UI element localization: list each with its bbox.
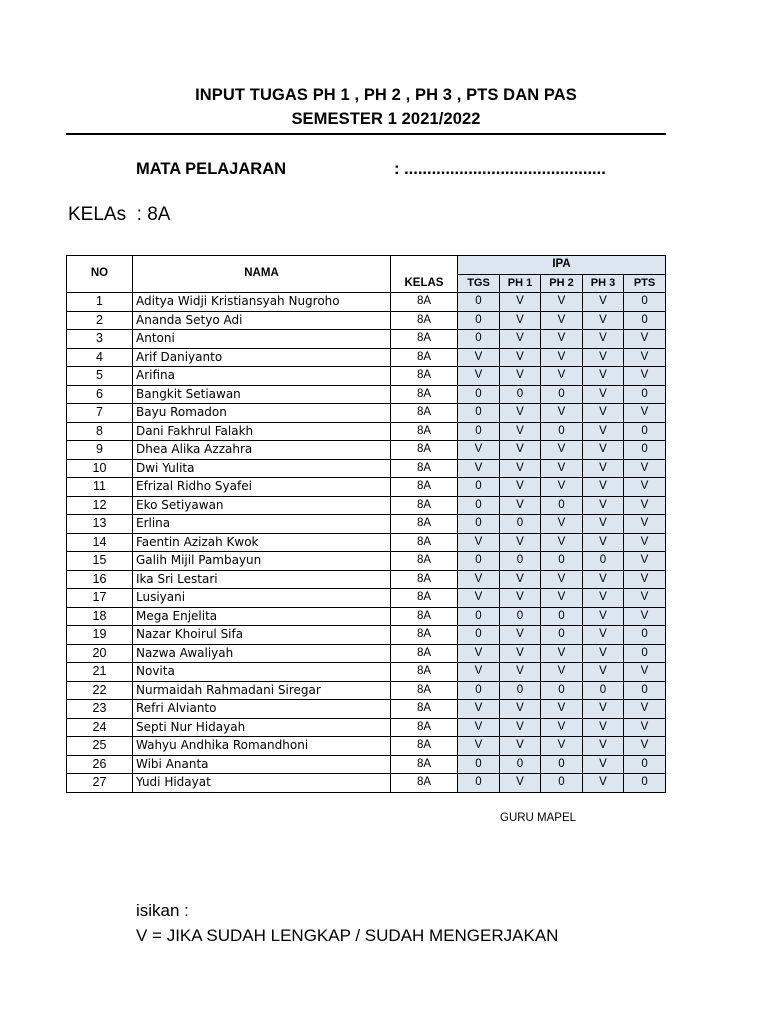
document-subtitle: SEMESTER 1 2021/2022 <box>291 110 481 128</box>
row-tgs: 0 <box>458 385 500 404</box>
row-kelas: 8A <box>391 737 458 756</box>
row-ph1: V <box>500 367 541 386</box>
row-ph3: V <box>583 367 624 386</box>
table-row <box>67 459 666 478</box>
table-row <box>67 626 666 645</box>
table-row <box>67 755 666 774</box>
row-pts: V <box>624 589 666 608</box>
row-no: 17 <box>67 589 133 608</box>
row-nama: Lusiyani <box>133 589 391 608</box>
row-tgs: 0 <box>458 552 500 571</box>
table-row <box>67 718 666 737</box>
table-row <box>67 774 666 793</box>
table-row <box>67 478 666 497</box>
row-tgs: V <box>458 348 500 367</box>
row-ph1: V <box>500 330 541 349</box>
row-nama: Eko Setiyawan <box>133 496 391 515</box>
table-row <box>67 422 666 441</box>
row-pts: 0 <box>624 422 666 441</box>
legend-label: isikan : <box>136 901 189 920</box>
row-no: 6 <box>67 385 133 404</box>
row-ph1: V <box>500 422 541 441</box>
row-no: 1 <box>67 293 133 312</box>
row-nama: Faentin Azizah Kwok <box>133 533 391 552</box>
row-ph3: V <box>583 607 624 626</box>
row-pts: 0 <box>624 755 666 774</box>
row-ph2: 0 <box>541 626 583 645</box>
row-pts: 0 <box>624 681 666 700</box>
row-ph3: V <box>583 459 624 478</box>
row-kelas: 8A <box>391 404 458 423</box>
row-nama: Wibi Ananta <box>133 755 391 774</box>
table-row <box>67 515 666 534</box>
row-no: 13 <box>67 515 133 534</box>
row-ph2: V <box>541 718 583 737</box>
header-no: NO <box>67 256 133 293</box>
row-pts: 0 <box>624 626 666 645</box>
row-no: 11 <box>67 478 133 497</box>
row-tgs: 0 <box>458 626 500 645</box>
row-ph1: 0 <box>500 515 541 534</box>
table-row <box>67 589 666 608</box>
row-tgs: 0 <box>458 404 500 423</box>
row-tgs: 0 <box>458 330 500 349</box>
table-row <box>67 404 666 423</box>
row-pts: 0 <box>624 385 666 404</box>
row-pts: V <box>624 718 666 737</box>
row-no: 26 <box>67 755 133 774</box>
guru-mapel-label: GURU MAPEL <box>500 812 577 824</box>
table-row <box>67 552 666 571</box>
row-pts: 0 <box>624 293 666 312</box>
row-nama: Ika Sri Lestari <box>133 570 391 589</box>
row-ph1: V <box>500 478 541 497</box>
row-no: 2 <box>67 311 133 330</box>
row-ph3: V <box>583 755 624 774</box>
table-row <box>67 700 666 719</box>
row-ph1: V <box>500 663 541 682</box>
header-nama: NAMA <box>133 256 391 293</box>
row-ph1: V <box>500 459 541 478</box>
table-row <box>67 681 666 700</box>
row-no: 3 <box>67 330 133 349</box>
header-kelas: KELAS <box>391 256 458 293</box>
row-kelas: 8A <box>391 552 458 571</box>
row-ph2: V <box>541 589 583 608</box>
row-ph2: V <box>541 367 583 386</box>
row-ph3: V <box>583 330 624 349</box>
row-ph2: V <box>541 663 583 682</box>
row-kelas: 8A <box>391 330 458 349</box>
row-pts: V <box>624 367 666 386</box>
row-kelas: 8A <box>391 293 458 312</box>
row-tgs: V <box>458 663 500 682</box>
row-no: 19 <box>67 626 133 645</box>
row-nama: Refri Alvianto <box>133 700 391 719</box>
row-ph1: V <box>500 774 541 793</box>
row-nama: Nazar Khoirul Sifa <box>133 626 391 645</box>
row-ph2: V <box>541 570 583 589</box>
table-row <box>67 570 666 589</box>
row-nama: Arifina <box>133 367 391 386</box>
header-tgs: TGS <box>458 274 500 293</box>
row-no: 5 <box>67 367 133 386</box>
row-nama: Galih Mijil Pambayun <box>133 552 391 571</box>
row-pts: V <box>624 478 666 497</box>
row-ph3: V <box>583 663 624 682</box>
row-ph1: V <box>500 348 541 367</box>
row-pts: V <box>624 533 666 552</box>
row-ph3: V <box>583 626 624 645</box>
row-nama: Arif Daniyanto <box>133 348 391 367</box>
row-ph3: V <box>583 718 624 737</box>
row-no: 15 <box>67 552 133 571</box>
row-nama: Novita <box>133 663 391 682</box>
row-kelas: 8A <box>391 607 458 626</box>
row-no: 9 <box>67 441 133 460</box>
row-kelas: 8A <box>391 422 458 441</box>
row-nama: Aditya Widji Kristiansyah Nugroho <box>133 293 391 312</box>
row-ph3: V <box>583 737 624 756</box>
row-ph2: V <box>541 515 583 534</box>
row-no: 7 <box>67 404 133 423</box>
row-ph2: 0 <box>541 385 583 404</box>
row-ph3: 0 <box>583 681 624 700</box>
header-ph1: PH 1 <box>500 274 541 293</box>
row-ph3: V <box>583 496 624 515</box>
row-ph3: V <box>583 570 624 589</box>
row-tgs: V <box>458 700 500 719</box>
row-ph2: V <box>541 478 583 497</box>
row-ph1: V <box>500 700 541 719</box>
row-no: 22 <box>67 681 133 700</box>
row-kelas: 8A <box>391 718 458 737</box>
table-row <box>67 496 666 515</box>
table-row <box>67 348 666 367</box>
row-ph1: 0 <box>500 607 541 626</box>
row-kelas: 8A <box>391 755 458 774</box>
row-no: 25 <box>67 737 133 756</box>
row-pts: V <box>624 496 666 515</box>
row-no: 27 <box>67 774 133 793</box>
row-ph1: 0 <box>500 552 541 571</box>
row-pts: V <box>624 570 666 589</box>
row-ph3: V <box>583 385 624 404</box>
row-ph2: V <box>541 700 583 719</box>
row-nama: Dani Fakhrul Falakh <box>133 422 391 441</box>
row-pts: V <box>624 552 666 571</box>
row-tgs: 0 <box>458 515 500 534</box>
row-pts: 0 <box>624 644 666 663</box>
row-tgs: 0 <box>458 496 500 515</box>
row-pts: V <box>624 737 666 756</box>
row-ph3: 0 <box>583 552 624 571</box>
row-ph1: V <box>500 737 541 756</box>
header-ph3: PH 3 <box>583 274 624 293</box>
row-ph1: V <box>500 644 541 663</box>
row-ph3: V <box>583 404 624 423</box>
legend-text: V = JIKA SUDAH LENGKAP / SUDAH MENGERJAKAN <box>136 926 559 945</box>
row-kelas: 8A <box>391 533 458 552</box>
row-pts: 0 <box>624 441 666 460</box>
row-no: 8 <box>67 422 133 441</box>
row-ph2: V <box>541 348 583 367</box>
table-row <box>67 663 666 682</box>
row-tgs: V <box>458 441 500 460</box>
row-ph2: V <box>541 311 583 330</box>
row-ph1: V <box>500 589 541 608</box>
row-kelas: 8A <box>391 367 458 386</box>
document-title: INPUT TUGAS PH 1 , PH 2 , PH 3 , PTS DAN PAS <box>195 86 577 104</box>
row-pts: V <box>624 330 666 349</box>
row-ph2: 0 <box>541 681 583 700</box>
table-row <box>67 441 666 460</box>
table-row <box>67 367 666 386</box>
row-no: 12 <box>67 496 133 515</box>
row-nama: Erlina <box>133 515 391 534</box>
kelas-line <box>68 204 170 226</box>
row-tgs: 0 <box>458 774 500 793</box>
row-kelas: 8A <box>391 311 458 330</box>
row-tgs: 0 <box>458 607 500 626</box>
row-ph2: V <box>541 459 583 478</box>
row-ph2: V <box>541 533 583 552</box>
row-no: 18 <box>67 607 133 626</box>
row-pts: V <box>624 459 666 478</box>
row-tgs: 0 <box>458 755 500 774</box>
row-ph3: V <box>583 293 624 312</box>
row-ph3: V <box>583 348 624 367</box>
table-row <box>67 533 666 552</box>
row-ph1: 0 <box>500 385 541 404</box>
title-divider <box>66 133 666 135</box>
row-pts: 0 <box>624 311 666 330</box>
row-ph2: V <box>541 644 583 663</box>
kelas-label: KELAs <box>68 204 127 225</box>
row-nama: Nazwa Awaliyah <box>133 644 391 663</box>
row-kelas: 8A <box>391 478 458 497</box>
table-row <box>67 644 666 663</box>
row-tgs: 0 <box>458 478 500 497</box>
row-pts: V <box>624 700 666 719</box>
row-ph1: V <box>500 311 541 330</box>
mata-pelajaran-value: : ............................................ <box>394 160 606 178</box>
header-pts: PTS <box>624 274 666 293</box>
table-row <box>67 385 666 404</box>
row-no: 16 <box>67 570 133 589</box>
row-no: 23 <box>67 700 133 719</box>
row-kelas: 8A <box>391 459 458 478</box>
row-ph1: V <box>500 626 541 645</box>
row-ph3: V <box>583 422 624 441</box>
row-ph1: V <box>500 293 541 312</box>
row-kelas: 8A <box>391 496 458 515</box>
row-nama: Ananda Setyo Adi <box>133 311 391 330</box>
grades-table <box>66 255 666 793</box>
header-ipa-group: IPA <box>458 256 666 275</box>
row-nama: Wahyu Andhika Romandhoni <box>133 737 391 756</box>
row-ph2: 0 <box>541 496 583 515</box>
row-ph3: V <box>583 533 624 552</box>
row-kelas: 8A <box>391 570 458 589</box>
row-tgs: V <box>458 718 500 737</box>
row-no: 14 <box>67 533 133 552</box>
row-nama: Dwi Yulita <box>133 459 391 478</box>
row-pts: V <box>624 348 666 367</box>
row-ph1: V <box>500 496 541 515</box>
row-pts: V <box>624 663 666 682</box>
row-pts: V <box>624 607 666 626</box>
row-no: 10 <box>67 459 133 478</box>
row-kelas: 8A <box>391 644 458 663</box>
kelas-value: : 8A <box>126 204 171 225</box>
row-ph3: V <box>583 441 624 460</box>
row-kelas: 8A <box>391 348 458 367</box>
table-row <box>67 330 666 349</box>
row-ph2: V <box>541 330 583 349</box>
row-tgs: V <box>458 570 500 589</box>
row-kelas: 8A <box>391 441 458 460</box>
row-kelas: 8A <box>391 681 458 700</box>
row-nama: Dhea Alika Azzahra <box>133 441 391 460</box>
table-body <box>67 293 666 793</box>
row-pts: 0 <box>624 774 666 793</box>
row-ph2: 0 <box>541 755 583 774</box>
row-tgs: V <box>458 533 500 552</box>
row-ph1: V <box>500 404 541 423</box>
row-ph3: V <box>583 311 624 330</box>
row-tgs: 0 <box>458 681 500 700</box>
row-ph3: V <box>583 644 624 663</box>
row-kelas: 8A <box>391 663 458 682</box>
table-row <box>67 607 666 626</box>
table-row <box>67 293 666 312</box>
row-nama: Antoni <box>133 330 391 349</box>
row-kelas: 8A <box>391 774 458 793</box>
row-kelas: 8A <box>391 515 458 534</box>
row-ph1: V <box>500 718 541 737</box>
row-nama: Septi Nur Hidayah <box>133 718 391 737</box>
row-tgs: V <box>458 589 500 608</box>
row-ph2: 0 <box>541 422 583 441</box>
row-kelas: 8A <box>391 385 458 404</box>
row-pts: V <box>624 404 666 423</box>
header-ph2: PH 2 <box>541 274 583 293</box>
row-ph3: V <box>583 478 624 497</box>
row-pts: V <box>624 515 666 534</box>
row-no: 4 <box>67 348 133 367</box>
row-ph1: V <box>500 533 541 552</box>
row-ph3: V <box>583 774 624 793</box>
row-ph2: V <box>541 441 583 460</box>
row-tgs: 0 <box>458 422 500 441</box>
row-no: 20 <box>67 644 133 663</box>
row-tgs: V <box>458 459 500 478</box>
row-nama: Mega Enjelita <box>133 607 391 626</box>
row-nama: Bayu Romadon <box>133 404 391 423</box>
row-kelas: 8A <box>391 626 458 645</box>
row-ph1: V <box>500 441 541 460</box>
row-kelas: 8A <box>391 700 458 719</box>
row-ph2: V <box>541 293 583 312</box>
row-nama: Efrizal Ridho Syafei <box>133 478 391 497</box>
row-tgs: 0 <box>458 293 500 312</box>
row-nama: Bangkit Setiawan <box>133 385 391 404</box>
row-nama: Yudi Hidayat <box>133 774 391 793</box>
row-ph3: V <box>583 700 624 719</box>
mata-pelajaran-label: MATA PELAJARAN <box>136 160 287 178</box>
row-ph1: V <box>500 570 541 589</box>
row-tgs: 0 <box>458 311 500 330</box>
row-ph3: V <box>583 589 624 608</box>
row-ph2: 0 <box>541 774 583 793</box>
row-ph2: V <box>541 737 583 756</box>
row-ph3: V <box>583 515 624 534</box>
table-row <box>67 737 666 756</box>
row-no: 21 <box>67 663 133 682</box>
row-ph2: 0 <box>541 607 583 626</box>
row-tgs: V <box>458 737 500 756</box>
row-kelas: 8A <box>391 589 458 608</box>
row-nama: Nurmaidah Rahmadani Siregar <box>133 681 391 700</box>
row-ph1: 0 <box>500 681 541 700</box>
table-row <box>67 311 666 330</box>
row-tgs: V <box>458 644 500 663</box>
row-tgs: V <box>458 367 500 386</box>
row-no: 24 <box>67 718 133 737</box>
row-ph1: 0 <box>500 755 541 774</box>
row-ph2: 0 <box>541 552 583 571</box>
row-ph2: V <box>541 404 583 423</box>
